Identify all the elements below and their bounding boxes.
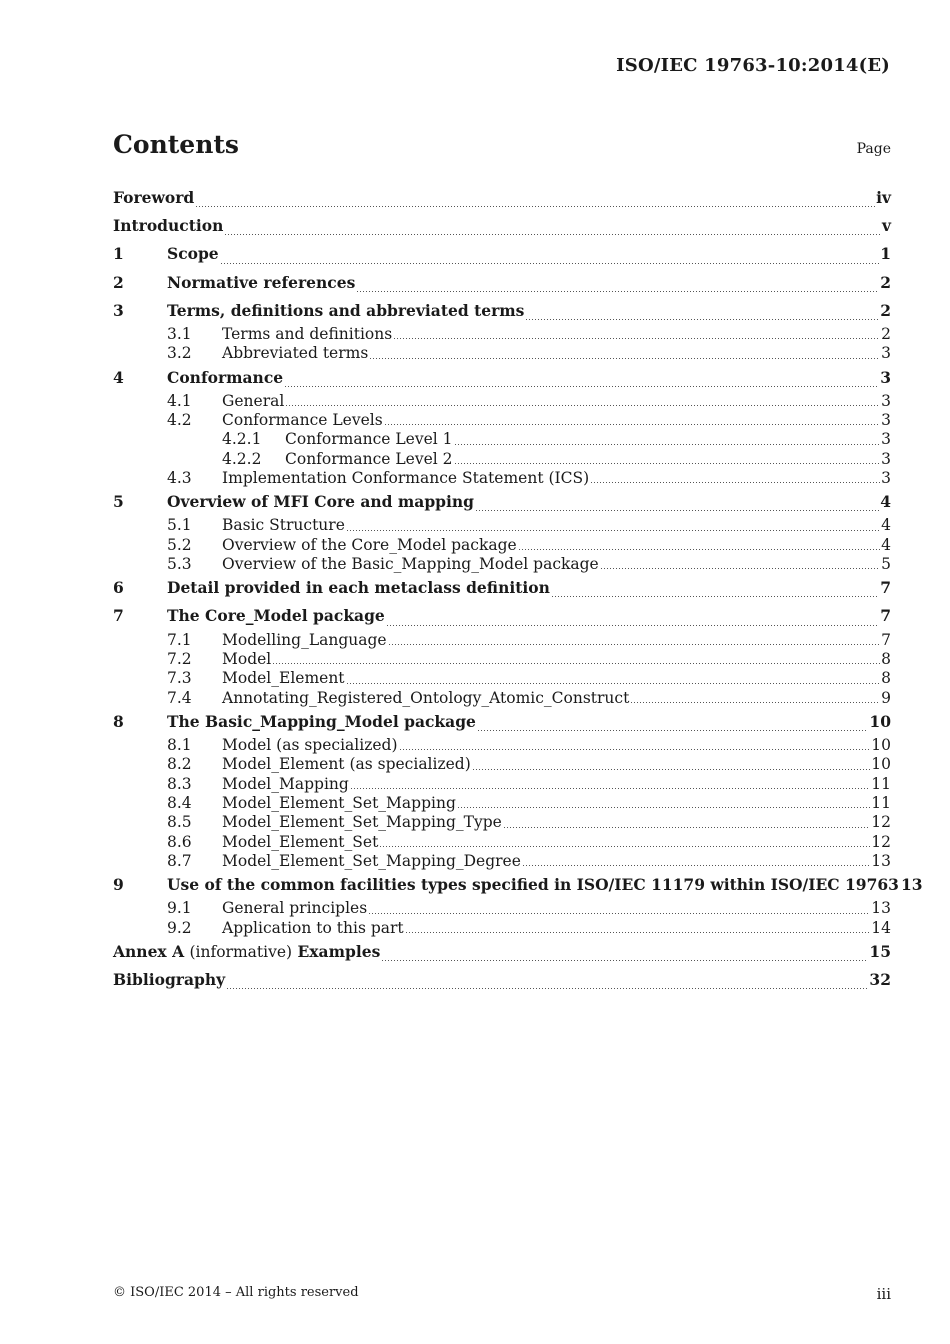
toc-title: Model_Element_Set <box>222 832 379 851</box>
toc-entry-9-1[interactable] <box>113 899 891 918</box>
page-column-label: Page <box>856 141 891 157</box>
toc-page: 8 <box>881 649 891 668</box>
toc-page: 3 <box>881 411 891 430</box>
toc-entry-5[interactable] <box>113 488 891 516</box>
toc-number: 8.4 <box>167 793 192 812</box>
page-title: Contents <box>113 130 240 159</box>
toc-number: 8.7 <box>167 851 192 870</box>
toc-entry-4[interactable] <box>113 364 891 392</box>
table-of-contents <box>113 184 923 994</box>
toc-number: 6 <box>113 578 124 598</box>
dot-leader <box>379 846 870 847</box>
annex-title: Examples <box>297 941 381 961</box>
toc-title: Model (as specialized) <box>222 736 398 755</box>
dot-leader <box>384 424 880 425</box>
toc-title: Model_Element_Set_Mapping_Degree <box>222 851 521 870</box>
toc-entry-8-4[interactable] <box>113 794 891 813</box>
toc-title: Basic Structure <box>222 516 345 535</box>
toc-number: 2 <box>113 272 124 292</box>
toc-page: 3 <box>880 367 891 387</box>
toc-page: 13 <box>900 875 923 895</box>
toc-page: 1 <box>880 244 891 264</box>
toc-number: 7 <box>113 606 124 626</box>
toc-page: 14 <box>871 918 891 937</box>
dot-leader <box>600 568 880 569</box>
toc-page: 12 <box>871 832 891 851</box>
toc-entry-1[interactable] <box>113 240 891 268</box>
dot-leader <box>284 386 879 387</box>
toc-number: 9.1 <box>167 899 192 918</box>
toc-number: 1 <box>113 244 124 264</box>
toc-page: 2 <box>881 324 891 343</box>
toc-entry-8-7[interactable] <box>113 852 891 871</box>
dot-leader <box>226 988 868 989</box>
toc-entry-foreword[interactable] <box>113 184 891 212</box>
toc-entry-introduction[interactable] <box>113 212 891 240</box>
toc-entry-7-4[interactable] <box>113 689 891 708</box>
toc-number: 5.1 <box>167 516 192 535</box>
toc-title: Terms, definitions and abbreviated terms <box>167 300 525 320</box>
toc-entry-2[interactable] <box>113 269 891 297</box>
toc-title: Conformance Levels <box>222 411 383 430</box>
toc-entry-7-1[interactable] <box>113 631 891 650</box>
dot-leader <box>368 913 870 914</box>
toc-number: 8.1 <box>167 736 192 755</box>
dot-leader <box>356 291 879 292</box>
toc-page: 15 <box>869 941 891 961</box>
toc-number: 8.5 <box>167 813 192 832</box>
toc-page: 4 <box>881 516 891 535</box>
dot-leader <box>525 319 879 320</box>
dot-leader <box>346 683 881 684</box>
dot-leader <box>475 510 879 511</box>
toc-entry-3[interactable] <box>113 297 891 325</box>
toc-entry-3-1[interactable] <box>113 325 891 344</box>
toc-number: 9 <box>113 875 124 895</box>
page-number: iii <box>876 1285 891 1303</box>
toc-number: 3.1 <box>167 324 192 343</box>
toc-title: Implementation Conformance Statement (ICS) <box>222 468 590 487</box>
toc-entry-annex-a[interactable] <box>113 938 891 966</box>
toc-entry-5-1[interactable] <box>113 516 891 535</box>
toc-entry-4-2[interactable] <box>113 411 891 430</box>
toc-title: Model_Element_Set_Mapping <box>222 793 456 812</box>
toc-page: 11 <box>871 774 891 793</box>
toc-page: 9 <box>881 688 891 707</box>
toc-title: Terms and definitions <box>222 324 393 343</box>
toc-page: 10 <box>871 755 891 774</box>
copyright-notice: © ISO/IEC 2014 – All rights reserved <box>113 1285 359 1300</box>
dot-leader <box>457 807 870 808</box>
dot-leader <box>272 663 880 664</box>
toc-entry-9[interactable] <box>113 871 923 899</box>
toc-page: 8 <box>881 669 891 688</box>
toc-number: 4.2 <box>167 411 192 430</box>
toc-number: 4.2.2 <box>222 449 262 468</box>
dot-leader <box>405 932 871 933</box>
dot-leader <box>472 769 870 770</box>
dot-leader <box>285 405 880 406</box>
toc-page: 5 <box>881 554 891 573</box>
toc-number: 8.6 <box>167 832 192 851</box>
toc-title: Overview of the Basic_Mapping_Model package <box>222 554 599 573</box>
toc-number: 8 <box>113 711 124 731</box>
toc-number: 3.2 <box>167 344 192 363</box>
dot-leader <box>388 644 881 645</box>
toc-title: General <box>222 391 285 410</box>
toc-number: 9.2 <box>167 918 192 937</box>
toc-title: Model_Element (as specialized) <box>222 755 471 774</box>
dot-leader <box>369 358 880 359</box>
dot-leader <box>551 596 879 597</box>
toc-page: v <box>881 216 891 236</box>
toc-number: 8.2 <box>167 755 192 774</box>
toc-page: 10 <box>869 711 891 731</box>
toc-number: 4 <box>113 367 124 387</box>
toc-entry-3-2[interactable] <box>113 344 891 363</box>
toc-entry-bibliography[interactable] <box>113 966 891 994</box>
dot-leader <box>350 788 870 789</box>
toc-entry-8[interactable] <box>113 708 891 736</box>
toc-number: 5.3 <box>167 554 192 573</box>
toc-number: 5.2 <box>167 535 192 554</box>
toc-title: Foreword <box>113 188 195 207</box>
dot-leader <box>454 463 881 464</box>
toc-number: 8.3 <box>167 774 192 793</box>
toc-number: 7.3 <box>167 669 192 688</box>
toc-entry-8-5[interactable] <box>113 813 891 832</box>
toc-title: Annotating_Registered_Ontology_Atomic_Construct <box>222 688 630 707</box>
dot-leader <box>386 625 879 626</box>
dot-leader <box>381 960 868 961</box>
toc-number: 7.4 <box>167 688 192 707</box>
toc-number: 7.1 <box>167 630 192 649</box>
toc-number: 4.2.1 <box>222 430 262 449</box>
toc-entry-8-1[interactable] <box>113 736 891 755</box>
toc-page: 2 <box>880 272 891 292</box>
toc-title: Normative references <box>167 272 356 292</box>
toc-entry-9-2[interactable] <box>113 919 891 938</box>
toc-number: 3 <box>113 300 124 320</box>
toc-entry-4-1[interactable] <box>113 392 891 411</box>
toc-title: General principles <box>222 899 368 918</box>
toc-entry-7-2[interactable] <box>113 650 891 669</box>
toc-entry-4-2-1[interactable] <box>113 430 891 449</box>
toc-title: Scope <box>167 244 219 264</box>
toc-page: 3 <box>881 430 891 449</box>
toc-title: Application to this part <box>222 918 404 937</box>
toc-entry-4-3[interactable] <box>113 469 891 488</box>
toc-entry-6[interactable] <box>113 574 891 602</box>
toc-page: 11 <box>871 793 891 812</box>
toc-entry-8-6[interactable] <box>113 833 891 852</box>
toc-page: 4 <box>880 492 891 512</box>
toc-title: Overview of MFI Core and mapping <box>167 492 475 512</box>
toc-title: Model <box>222 649 272 668</box>
toc-number: 5 <box>113 492 124 512</box>
toc-title: Modelling_Language <box>222 630 387 649</box>
dot-leader <box>195 206 875 207</box>
toc-page: 3 <box>881 391 891 410</box>
toc-page: 3 <box>881 344 891 363</box>
toc-title: Overview of the Core_Model package <box>222 535 517 554</box>
toc-entry-4-2-2[interactable] <box>113 450 891 469</box>
toc-title: Conformance Level 1 <box>285 430 453 449</box>
page-footer <box>113 1285 891 1303</box>
toc-title: Conformance <box>167 367 284 387</box>
toc-title: Model_Element <box>222 669 345 688</box>
toc-page: 3 <box>881 468 891 487</box>
contents-heading <box>113 130 891 159</box>
toc-entry-5-2[interactable] <box>113 536 891 555</box>
dot-leader <box>220 263 880 264</box>
annex-label: Annex A <box>113 941 185 961</box>
toc-title: Bibliography <box>113 970 226 990</box>
dot-leader <box>224 234 881 235</box>
toc-page: 32 <box>869 970 891 990</box>
toc-page: 7 <box>881 630 891 649</box>
dot-leader <box>590 482 880 483</box>
toc-title: Model_Element_Set_Mapping_Type <box>222 813 502 832</box>
toc-page: 3 <box>881 449 891 468</box>
toc-page: 4 <box>881 535 891 554</box>
toc-title: Conformance Level 2 <box>285 449 453 468</box>
dot-leader <box>503 827 870 828</box>
dot-leader <box>630 702 880 703</box>
toc-page: 13 <box>871 851 891 870</box>
annex-qualifier: (informative) <box>189 942 293 961</box>
toc-number: 7.2 <box>167 649 192 668</box>
dot-leader <box>518 549 880 550</box>
toc-page: 10 <box>871 736 891 755</box>
toc-title: The Basic_Mapping_Model package <box>167 711 476 731</box>
toc-title: The Core_Model package <box>167 606 385 626</box>
toc-page: 2 <box>880 300 891 320</box>
toc-page: 7 <box>880 578 891 598</box>
toc-title: Introduction <box>113 216 224 236</box>
document-identifier: ISO/IEC 19763-10:2014(E) <box>616 55 890 76</box>
toc-title <box>113 938 380 966</box>
toc-entry-7-3[interactable] <box>113 669 891 688</box>
dot-leader <box>399 749 871 750</box>
toc-page: 7 <box>880 606 891 626</box>
dot-leader <box>454 444 881 445</box>
toc-title: Detail provided in each metaclass definition <box>167 578 550 598</box>
toc-entry-8-3[interactable] <box>113 775 891 794</box>
dot-leader <box>393 338 880 339</box>
dot-leader <box>346 530 880 531</box>
toc-entry-8-2[interactable] <box>113 755 891 774</box>
toc-title: Model_Mapping <box>222 774 349 793</box>
toc-number: 4.1 <box>167 391 192 410</box>
toc-page: 12 <box>871 813 891 832</box>
toc-title: Use of the common facilities types specified in ISO/IEC 11179 within ISO/IEC 19763 <box>167 875 899 895</box>
toc-entry-5-3[interactable] <box>113 555 891 574</box>
toc-page: iv <box>876 188 891 207</box>
toc-page: 13 <box>871 899 891 918</box>
toc-entry-7[interactable] <box>113 602 891 630</box>
dot-leader <box>522 865 870 866</box>
dot-leader <box>477 730 869 731</box>
toc-title: Abbreviated terms <box>222 344 369 363</box>
toc-number: 4.3 <box>167 468 192 487</box>
